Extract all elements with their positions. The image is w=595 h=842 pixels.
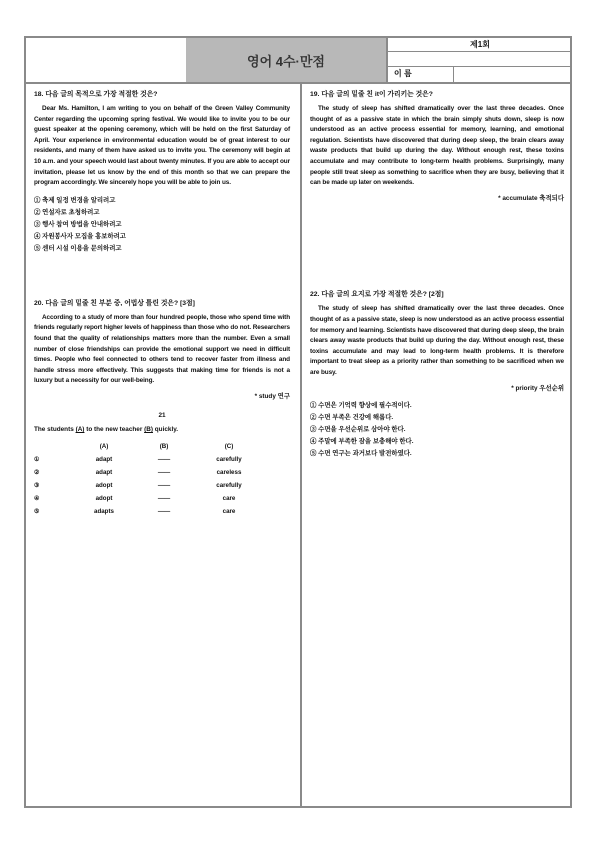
cell-b: —— [157,494,171,502]
blank-sentence [34,425,290,436]
col-header: (B) [159,443,169,451]
question-title: 22. 다음 글의 요지로 가장 적절한 것은? [2점] [310,291,444,299]
sentence-part: to the new teacher [86,426,143,434]
header-name-label: 이 름 [388,67,454,82]
cell-c: carefully [216,481,242,489]
choice-item: ① 수면은 기억력 향상에 필수적이다. [310,402,412,410]
cell-a: adapt [95,455,113,463]
option-item: ① 축제 일정 변경을 알리려고 [34,196,116,204]
cell-b: —— [157,507,171,515]
question-title: 18. 다음 글의 목적으로 가장 적절한 것은? [34,91,158,98]
question-passage: The study of sleep has shifted dramatically over the last three decades. Once thought of as a passive state, sleep is now understood as an active process essential for memory and learning. Scientists have discovered that during deep sleep, the brain clears away waste products that build up during the day. Without enough rest, these toxins accumulate and may lead to long-term health problems. It is therefore important to treat sleep as a priority rather than something to be sacrificed when we are busy. [310,305,564,376]
col-header: (A) [99,443,109,451]
cell-c: carefully [216,455,242,463]
header-class [388,52,572,67]
row-number: ④ [34,494,40,502]
question-19 [310,90,564,204]
option-item: ② 연설자로 초청하려고 [34,208,100,216]
question-18 [34,90,290,255]
choice-item: ② 수면 부족은 건강에 해롭다. [310,414,394,422]
table-row [34,493,264,506]
blank-b: (B) [144,426,153,434]
answer-table [34,442,264,519]
question-passage: The study of sleep has shifted dramatically over the last three decades. Once thought of as a passive state in which the brain simply shuts down, sleep is now understood as an active process essential for memory, learning, and emotional regulation. Scientists have discovered that during deep sleep, the brain clears away waste products that build up during the day. Without enough rest, these toxins accumulate and may contribute to long-term health problems. Surprisingly, many people still treat sleep as something to sacrifice when they are busy, believing that it can be made up later on weekends. [310,105,564,187]
option-item: ⑤ 센터 시설 이용을 문의하려고 [34,244,122,252]
choice-list [310,400,564,460]
cell-b: —— [157,468,171,476]
question-20 [34,299,290,519]
cell-a: adopt [95,481,113,489]
question-number: 21 [158,411,166,419]
question-title: 19. 다음 글의 밑줄 친 it이 가리키는 것은? [310,91,433,98]
cell-a: adapts [94,507,114,515]
sentence-part: quickly. [154,426,179,434]
question-22 [310,290,564,460]
column-divider [300,82,302,806]
footnote: * study 연구 [254,392,290,400]
table-row [34,506,264,519]
option-list [34,195,290,255]
worksheet-header [26,38,570,84]
option-item: ④ 자원봉사자 모집을 홍보하려고 [34,232,126,240]
row-number: ① [34,455,40,463]
cell-c: careless [216,468,242,476]
right-column [310,90,564,460]
cell-b: —— [157,481,171,489]
question-title: 20. 다음 글의 밑줄 친 부분 중, 어법상 틀린 것은? [3점] [34,299,195,307]
option-item: ③ 행사 참여 방법을 안내하려고 [34,220,122,228]
header-title: 영어 4수·만점 [186,38,386,82]
left-column [34,90,290,519]
footnote: * priority 우선순위 [511,384,564,392]
choice-item: ④ 주말에 부족한 잠을 보충해야 한다. [310,438,414,446]
cell-a: adopt [95,494,113,502]
cell-c: care [222,507,236,515]
table-row [34,480,264,493]
row-number: ② [34,468,40,476]
header-round: 제1회 [388,38,572,52]
gap [34,255,290,299]
worksheet-page [24,36,572,808]
header-info-box [386,38,572,82]
question-passage: Dear Ms. Hamilton, I am writing to you on behalf of the Green Valley Community Center regarding the upcoming spring festival. We would like to invite you to be our guest speaker at the opening ceremony, which will be held on the first Saturday of April. Your experience in environmental education would be of great interest to our residents, and many of them have asked us to invite you. The ceremony will begin at 10 a.m. and your speech would last about twenty minutes. If you are able to accept our invitation, please let us know by the end of this month so that we can prepare the program accordingly. We sincerely hope you will be able to join us. [34,105,290,187]
table-row [34,467,264,480]
gap [310,204,564,290]
header-name-row [388,67,572,82]
header-blank-cell [26,38,188,82]
row-number: ⑤ [34,507,40,515]
blank-a: (A) [75,426,85,434]
cell-b: —— [157,455,171,463]
row-number: ③ [34,481,40,489]
footnote: * accumulate 축적되다 [498,194,564,202]
choice-item: ⑤ 수면 연구는 과거보다 발전하였다. [310,450,412,458]
table-row [34,454,264,467]
question-passage: According to a study of more than four hundred people, those who spend time with friends regularly report higher levels of happiness than those who do not. Researchers found that the quality of relationships matters more than the number. Even a small number of close friendships can provide the emotional support we need in difficult times. People who feel connected to others tend to recover faster from illness and handle stress more effectively. This suggests that making time for friends is not a luxury but a necessity for our well-being. [34,313,290,385]
col-header: (C) [224,443,234,451]
answer-table-header [34,442,264,454]
cell-a: adapt [95,468,113,476]
choice-item: ③ 수면을 우선순위로 삼아야 한다. [310,426,406,434]
cell-c: care [222,494,236,502]
sentence-part: The students [34,426,74,434]
